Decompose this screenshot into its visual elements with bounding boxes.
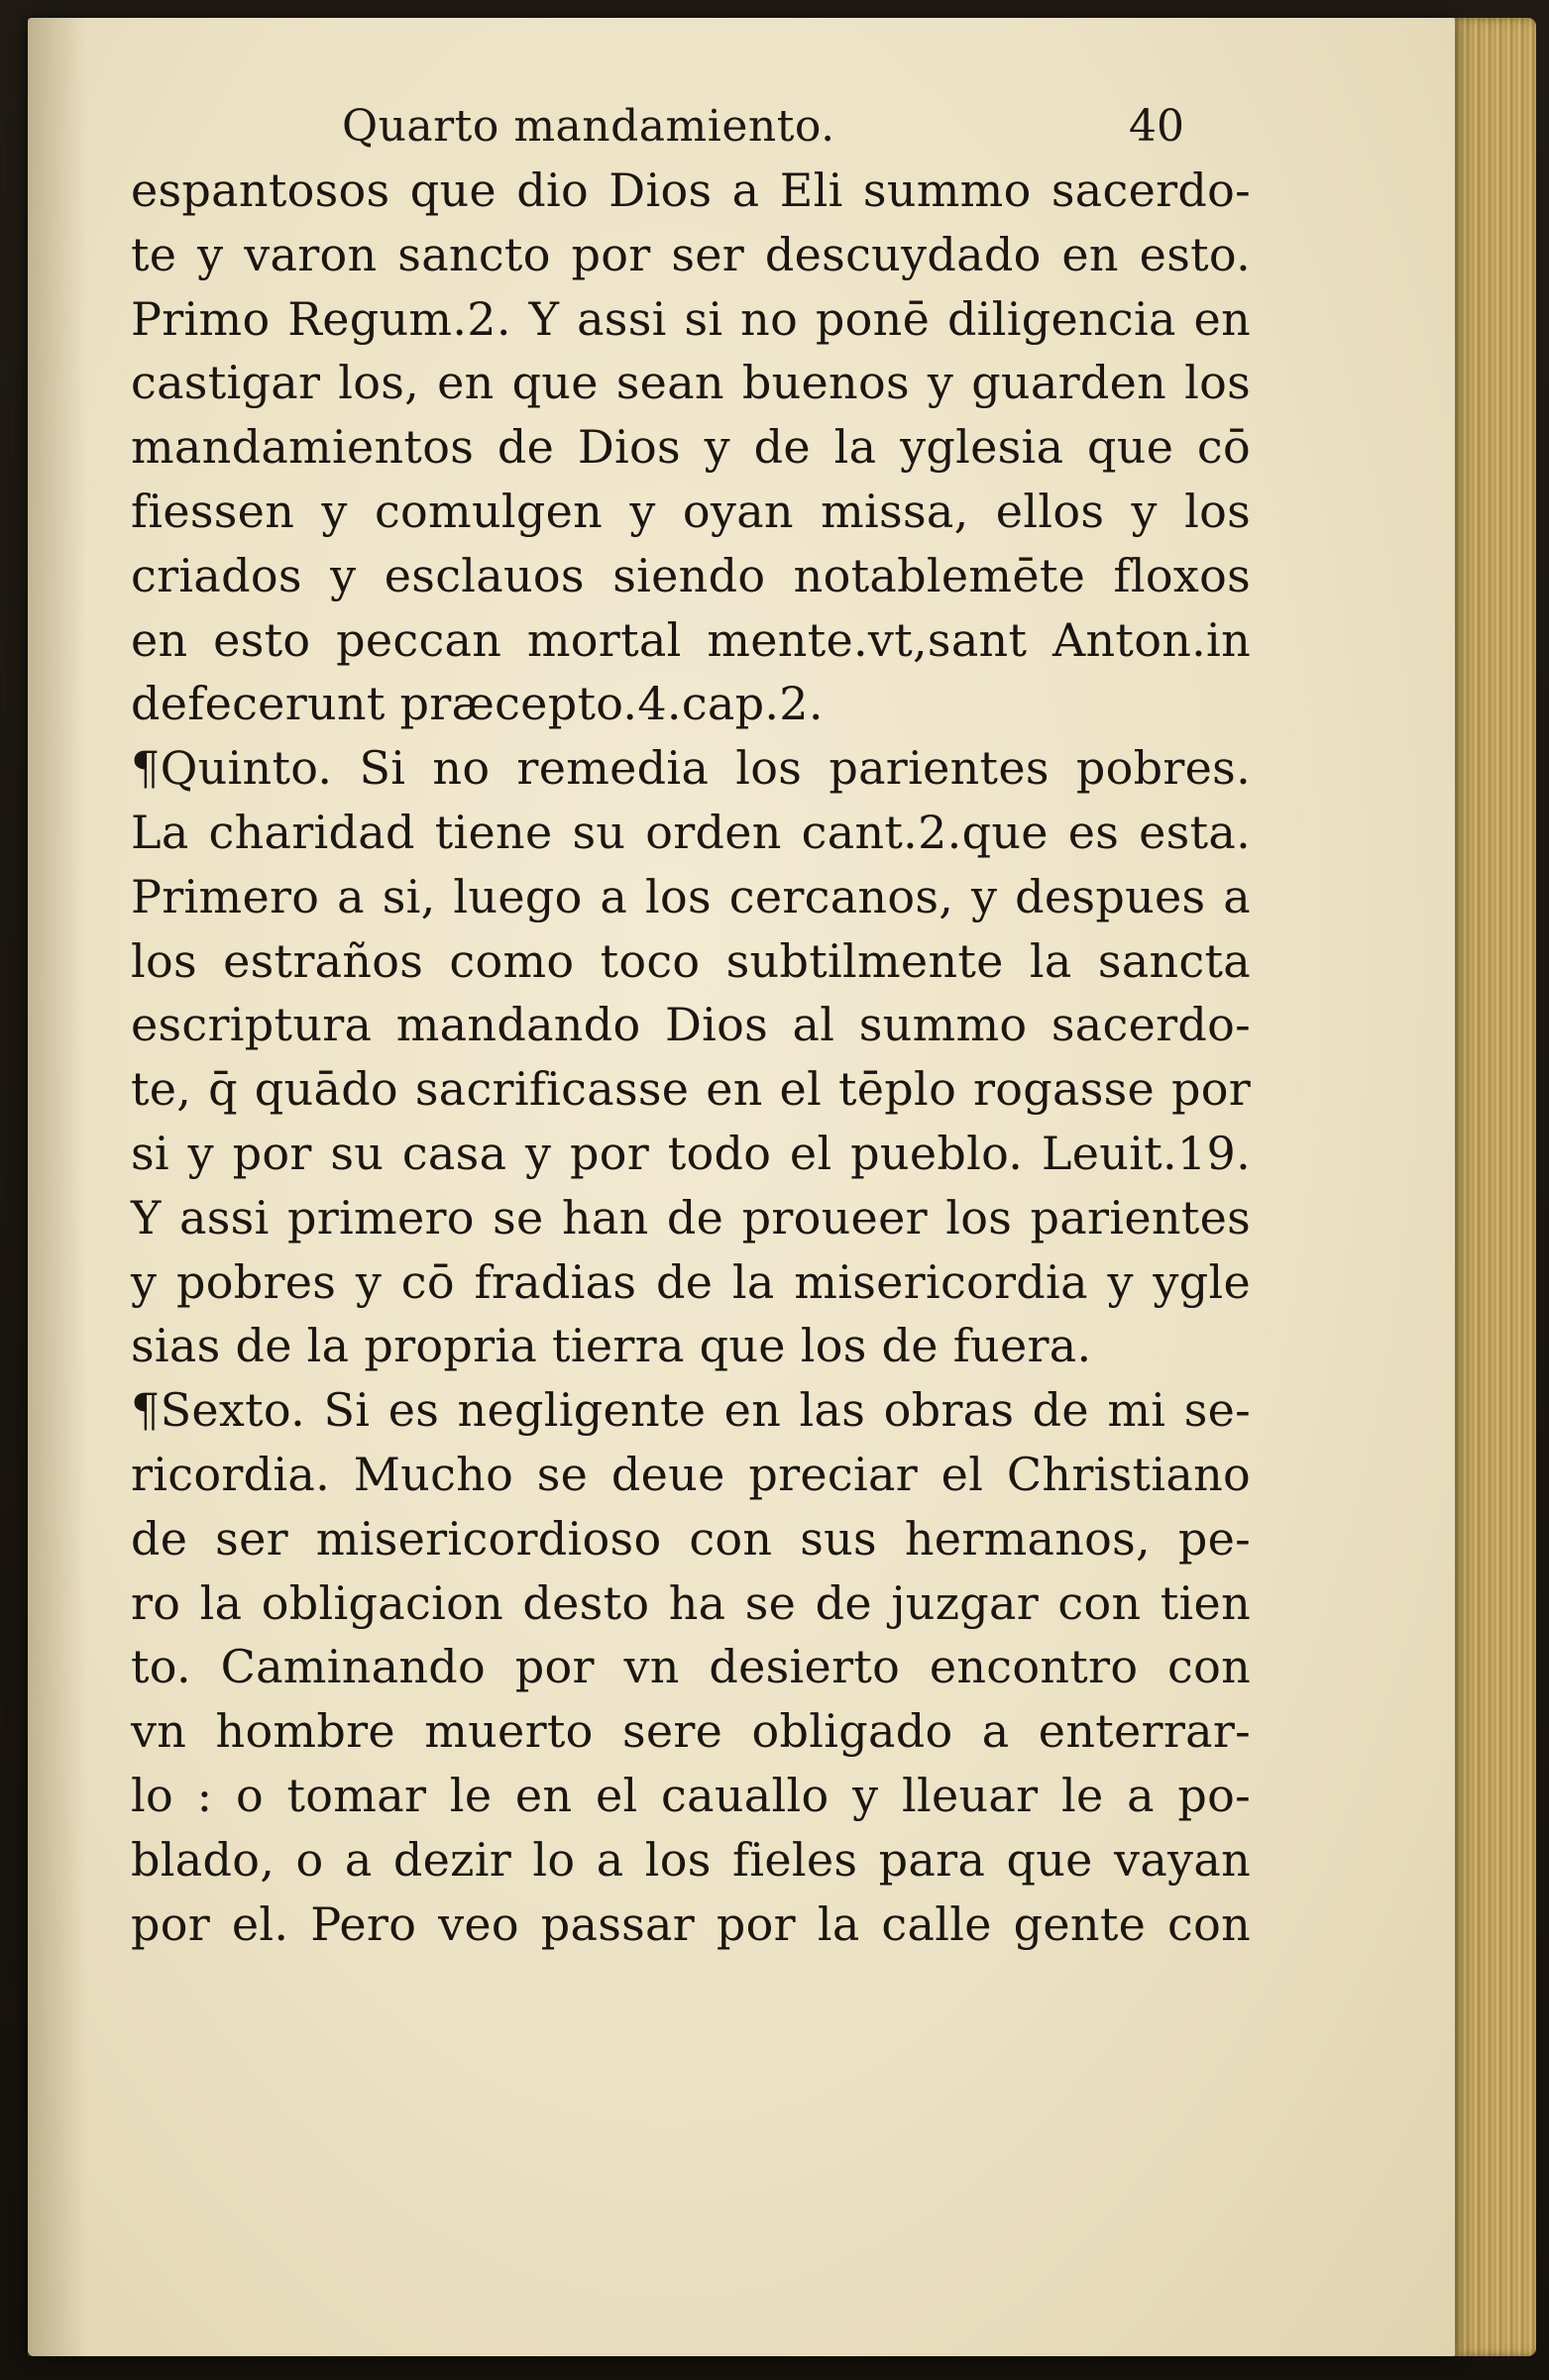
text-line: blado, o a dezir lo a los fieles para que vayan	[131, 1832, 1251, 1887]
text-line: defecerunt præcepto.4.cap.2.	[131, 677, 824, 731]
text-line: fiessen y comulgen y oyan missa, ellos y los	[131, 484, 1251, 538]
text-line: ro la obligacion desto ha se de juzgar con tien	[131, 1575, 1251, 1630]
section-heading-sexto: ¶Sexto. Si es negligente en las obras de mi se-	[131, 1383, 1251, 1438]
text-line: y pobres y cō fradias de la misericordia y ygle	[131, 1254, 1251, 1309]
body-text	[131, 159, 1251, 1956]
text-line: Primero a si, luego a los cercanos, y despues a	[131, 869, 1251, 923]
text-line: te, q̄ quādo sacrificasse en el tēplo rogasse por	[131, 1062, 1251, 1117]
text-line: castigar los, en que sean buenos y guarden los	[131, 356, 1251, 410]
text-line: Primo Regum.2. Y assi si no ponē diligencia en	[131, 291, 1251, 346]
text-line: ricordia. Mucho se deue preciar el Christiano	[131, 1447, 1251, 1501]
text-line: espantosos que dio Dios a Eli summo sacerdo-	[131, 163, 1251, 217]
text-line: lo : o tomar le en el cauallo y lleuar le a po-	[131, 1768, 1251, 1822]
running-title: Quarto mandamiento.	[342, 101, 835, 152]
folio-number: 40	[1129, 101, 1184, 152]
text-line: mandamientos de Dios y de la yglesia que cō	[131, 420, 1251, 475]
text-line: por el. Pero veo passar por la calle gente con	[131, 1896, 1251, 1951]
section-heading-quinto: ¶Quinto. Si no remedia los parientes pobres.	[131, 741, 1251, 796]
text-line: en esto peccan mortal mente.vt,sant Anton.in	[131, 612, 1251, 667]
text-line: los estraños como toco subtilmente la sancta	[131, 933, 1251, 988]
text-line: de ser misericordioso con sus hermanos, pe-	[131, 1511, 1251, 1566]
text-line: vn hombre muerto sere obligado a enterrar-	[131, 1704, 1251, 1759]
text-line: escriptura mandando Dios al summo sacerdo-	[131, 998, 1251, 1052]
text-line: si y por su casa y por todo el pueblo. Leuit.19.	[131, 1126, 1251, 1180]
text-line: sias de la propria tierra que los de fuera.	[131, 1319, 1092, 1373]
gutter-shadow	[28, 18, 87, 2356]
text-line: Y assi primero se han de proueer los parientes	[131, 1190, 1251, 1244]
text-line: te y varon sancto por ser descuydado en esto.	[131, 227, 1251, 281]
text-line: criados y esclauos siendo notablemēte floxos	[131, 548, 1251, 602]
text-line: La charidad tiene su orden cant.2.que es esta.	[131, 805, 1251, 859]
text-line: to. Caminando por vn desierto encontro con	[131, 1640, 1251, 1694]
